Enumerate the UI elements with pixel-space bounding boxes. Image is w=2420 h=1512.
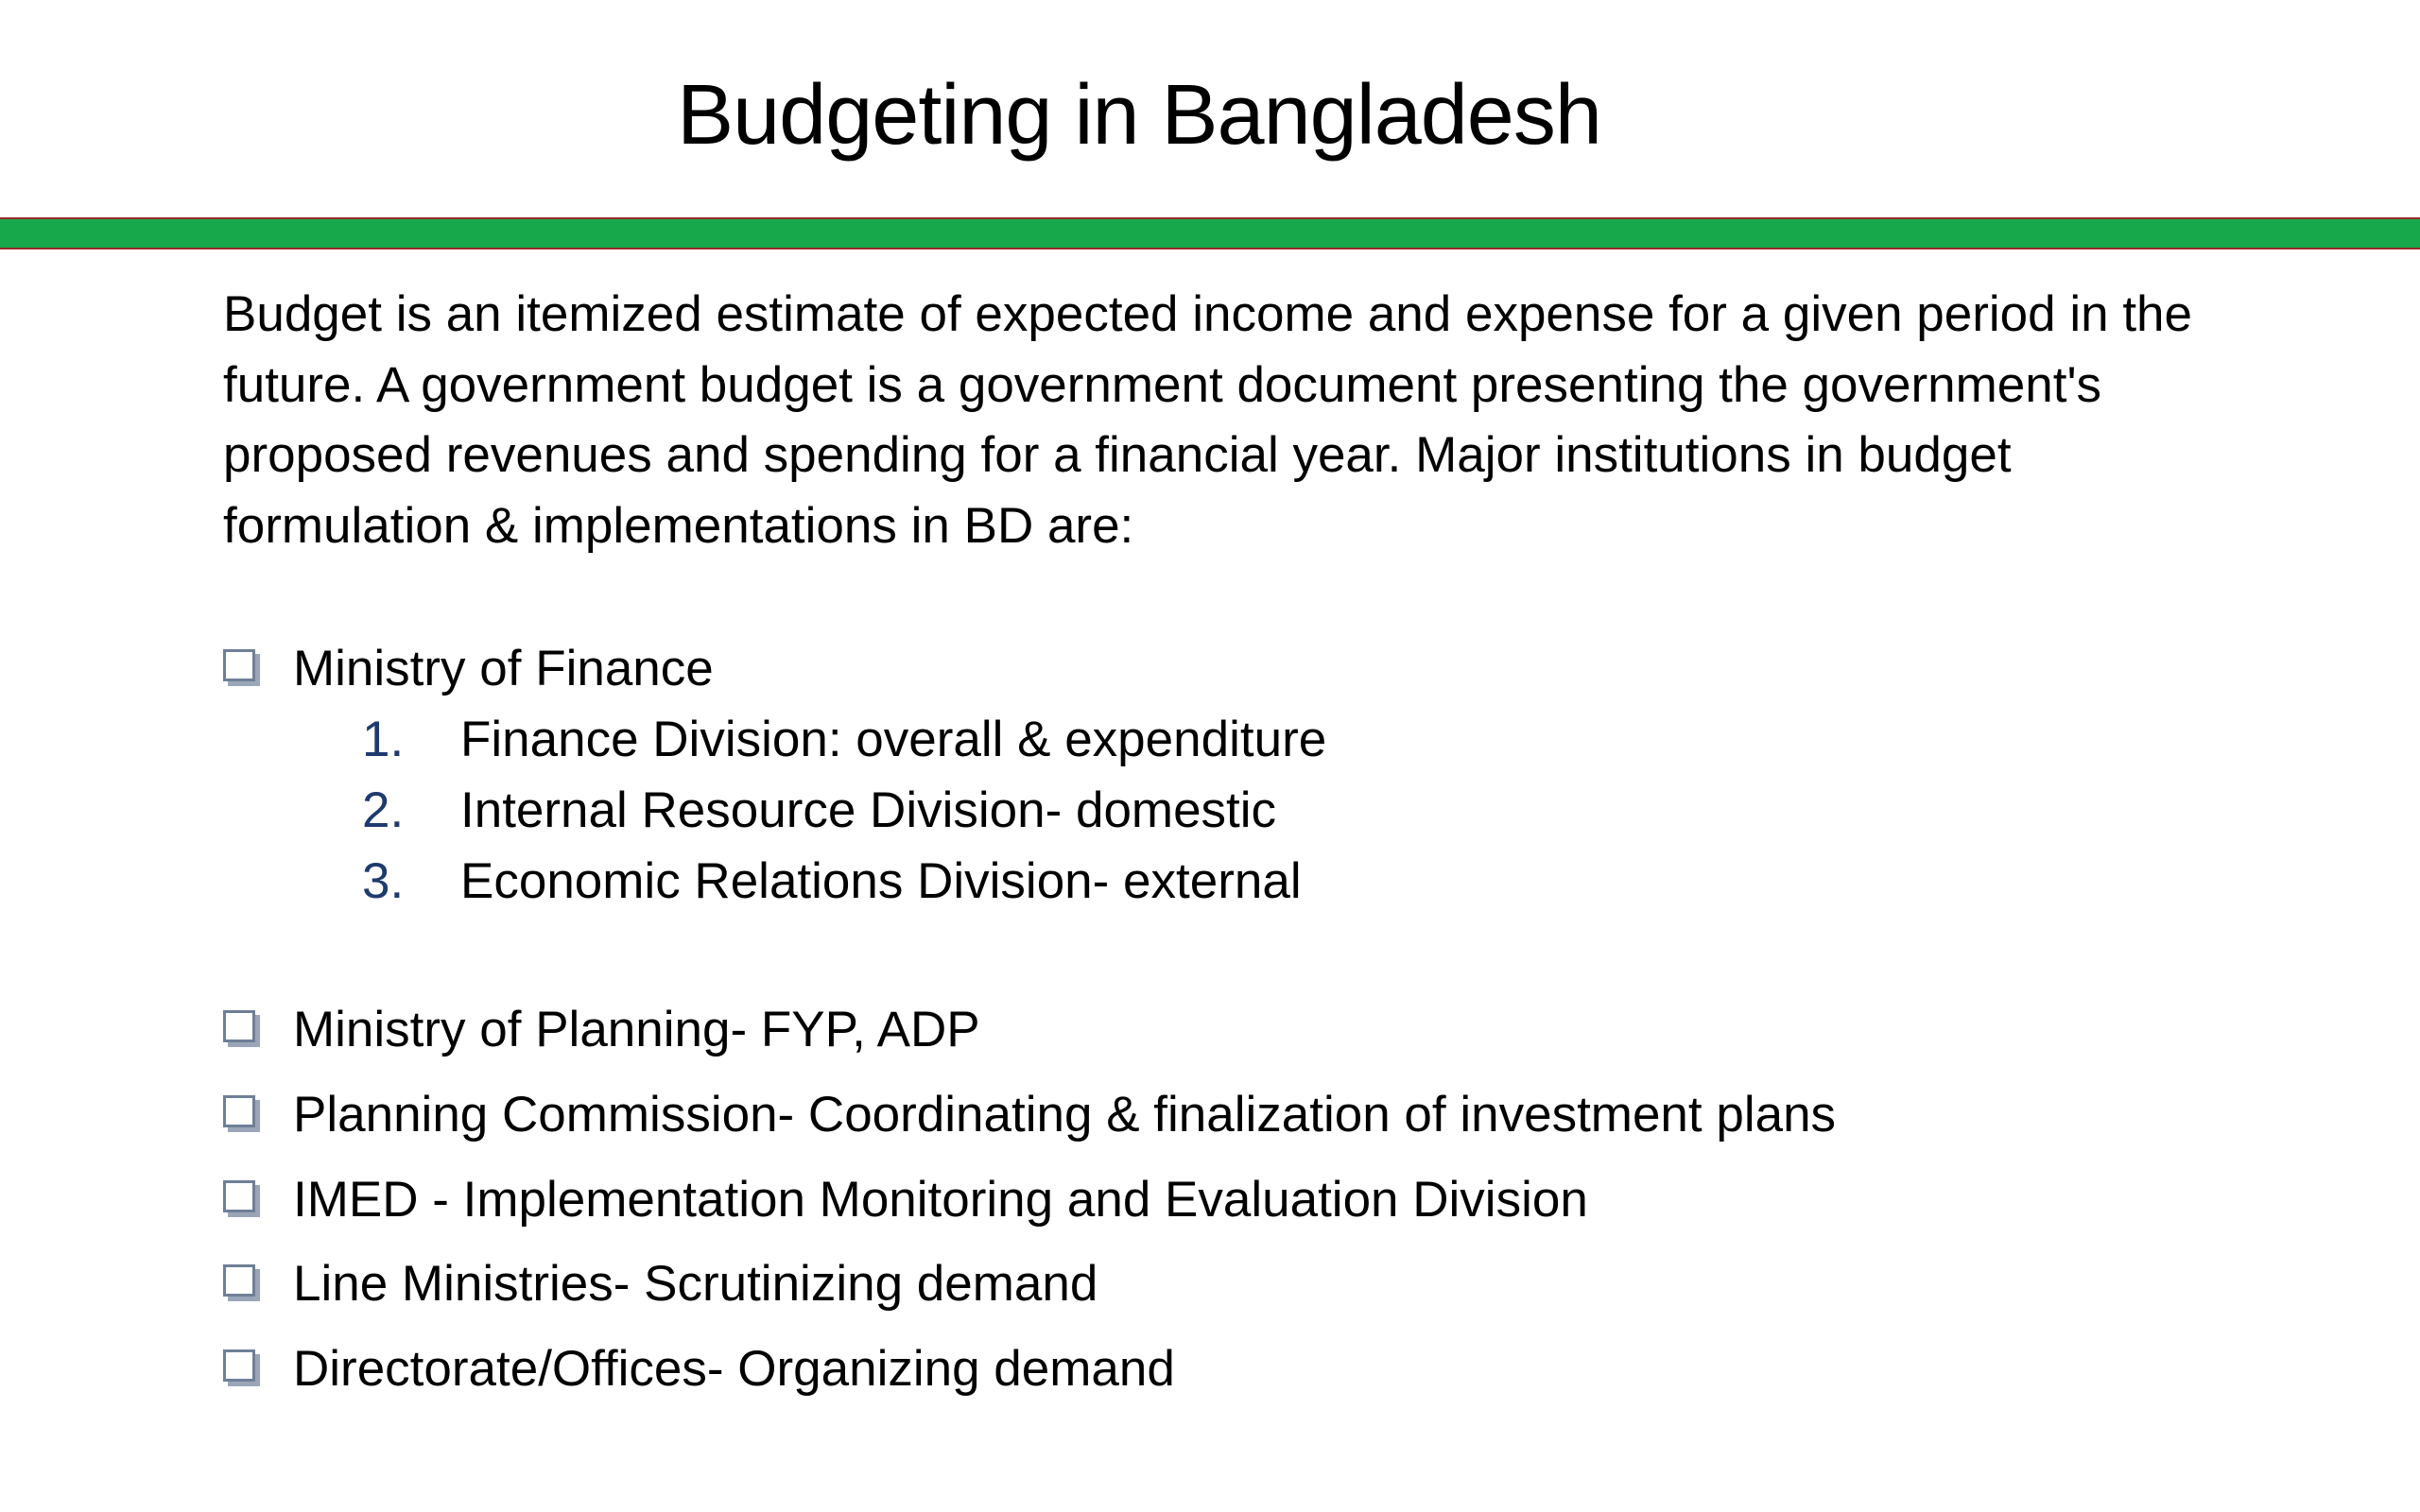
list-item-institution (223, 1334, 1175, 1404)
checkbox-icon (223, 1180, 255, 1212)
list-item-institution (223, 1080, 1836, 1150)
division-item (362, 776, 1276, 846)
division-label: Finance Division: overall & expenditure (460, 712, 1327, 767)
checkbox-icon (223, 1095, 255, 1127)
division-item (362, 847, 1302, 917)
division-item (362, 705, 1326, 775)
checkbox-icon (223, 1264, 255, 1297)
division-number: 1. (362, 712, 405, 767)
list-item-label: Planning Commission- Coordinating & finalization of investment plans (293, 1087, 1837, 1143)
list-item-label: IMED - Implementation Monitoring and Evaluation Division (293, 1172, 1588, 1228)
list-item-institution (223, 1165, 1588, 1235)
checkbox-icon (223, 1349, 255, 1382)
division-number: 2. (362, 782, 405, 838)
list-item-label: Line Ministries- Scrutinizing demand (293, 1256, 1098, 1312)
list-item-label: Directorate/Offices- Organizing demand (293, 1341, 1175, 1397)
list-item-institution (223, 995, 980, 1065)
list-item-label: Ministry of Planning- FYP, ADP (293, 1002, 980, 1057)
checkbox-icon (223, 1010, 255, 1042)
list-item-institution (223, 1249, 1098, 1319)
intro-paragraph: Budget is an itemized estimate of expected income and expense for a given period in the future. A government budget is a government document presenting the government's proposed revenues and spending for a financial year. Major institutions in budget formulation & implementations in BD are: (223, 286, 2192, 554)
slide-title: Budgeting in Bangladesh (677, 68, 1601, 163)
title-divider-bar (0, 217, 2420, 249)
division-label: Economic Relations Division- external (460, 853, 1302, 909)
division-number: 3. (362, 853, 405, 909)
division-label: Internal Resource Division- domestic (460, 782, 1277, 838)
list-item-ministry-of-finance (223, 634, 714, 704)
checkbox-icon (223, 649, 255, 681)
list-item-label: Ministry of Finance (293, 641, 714, 696)
